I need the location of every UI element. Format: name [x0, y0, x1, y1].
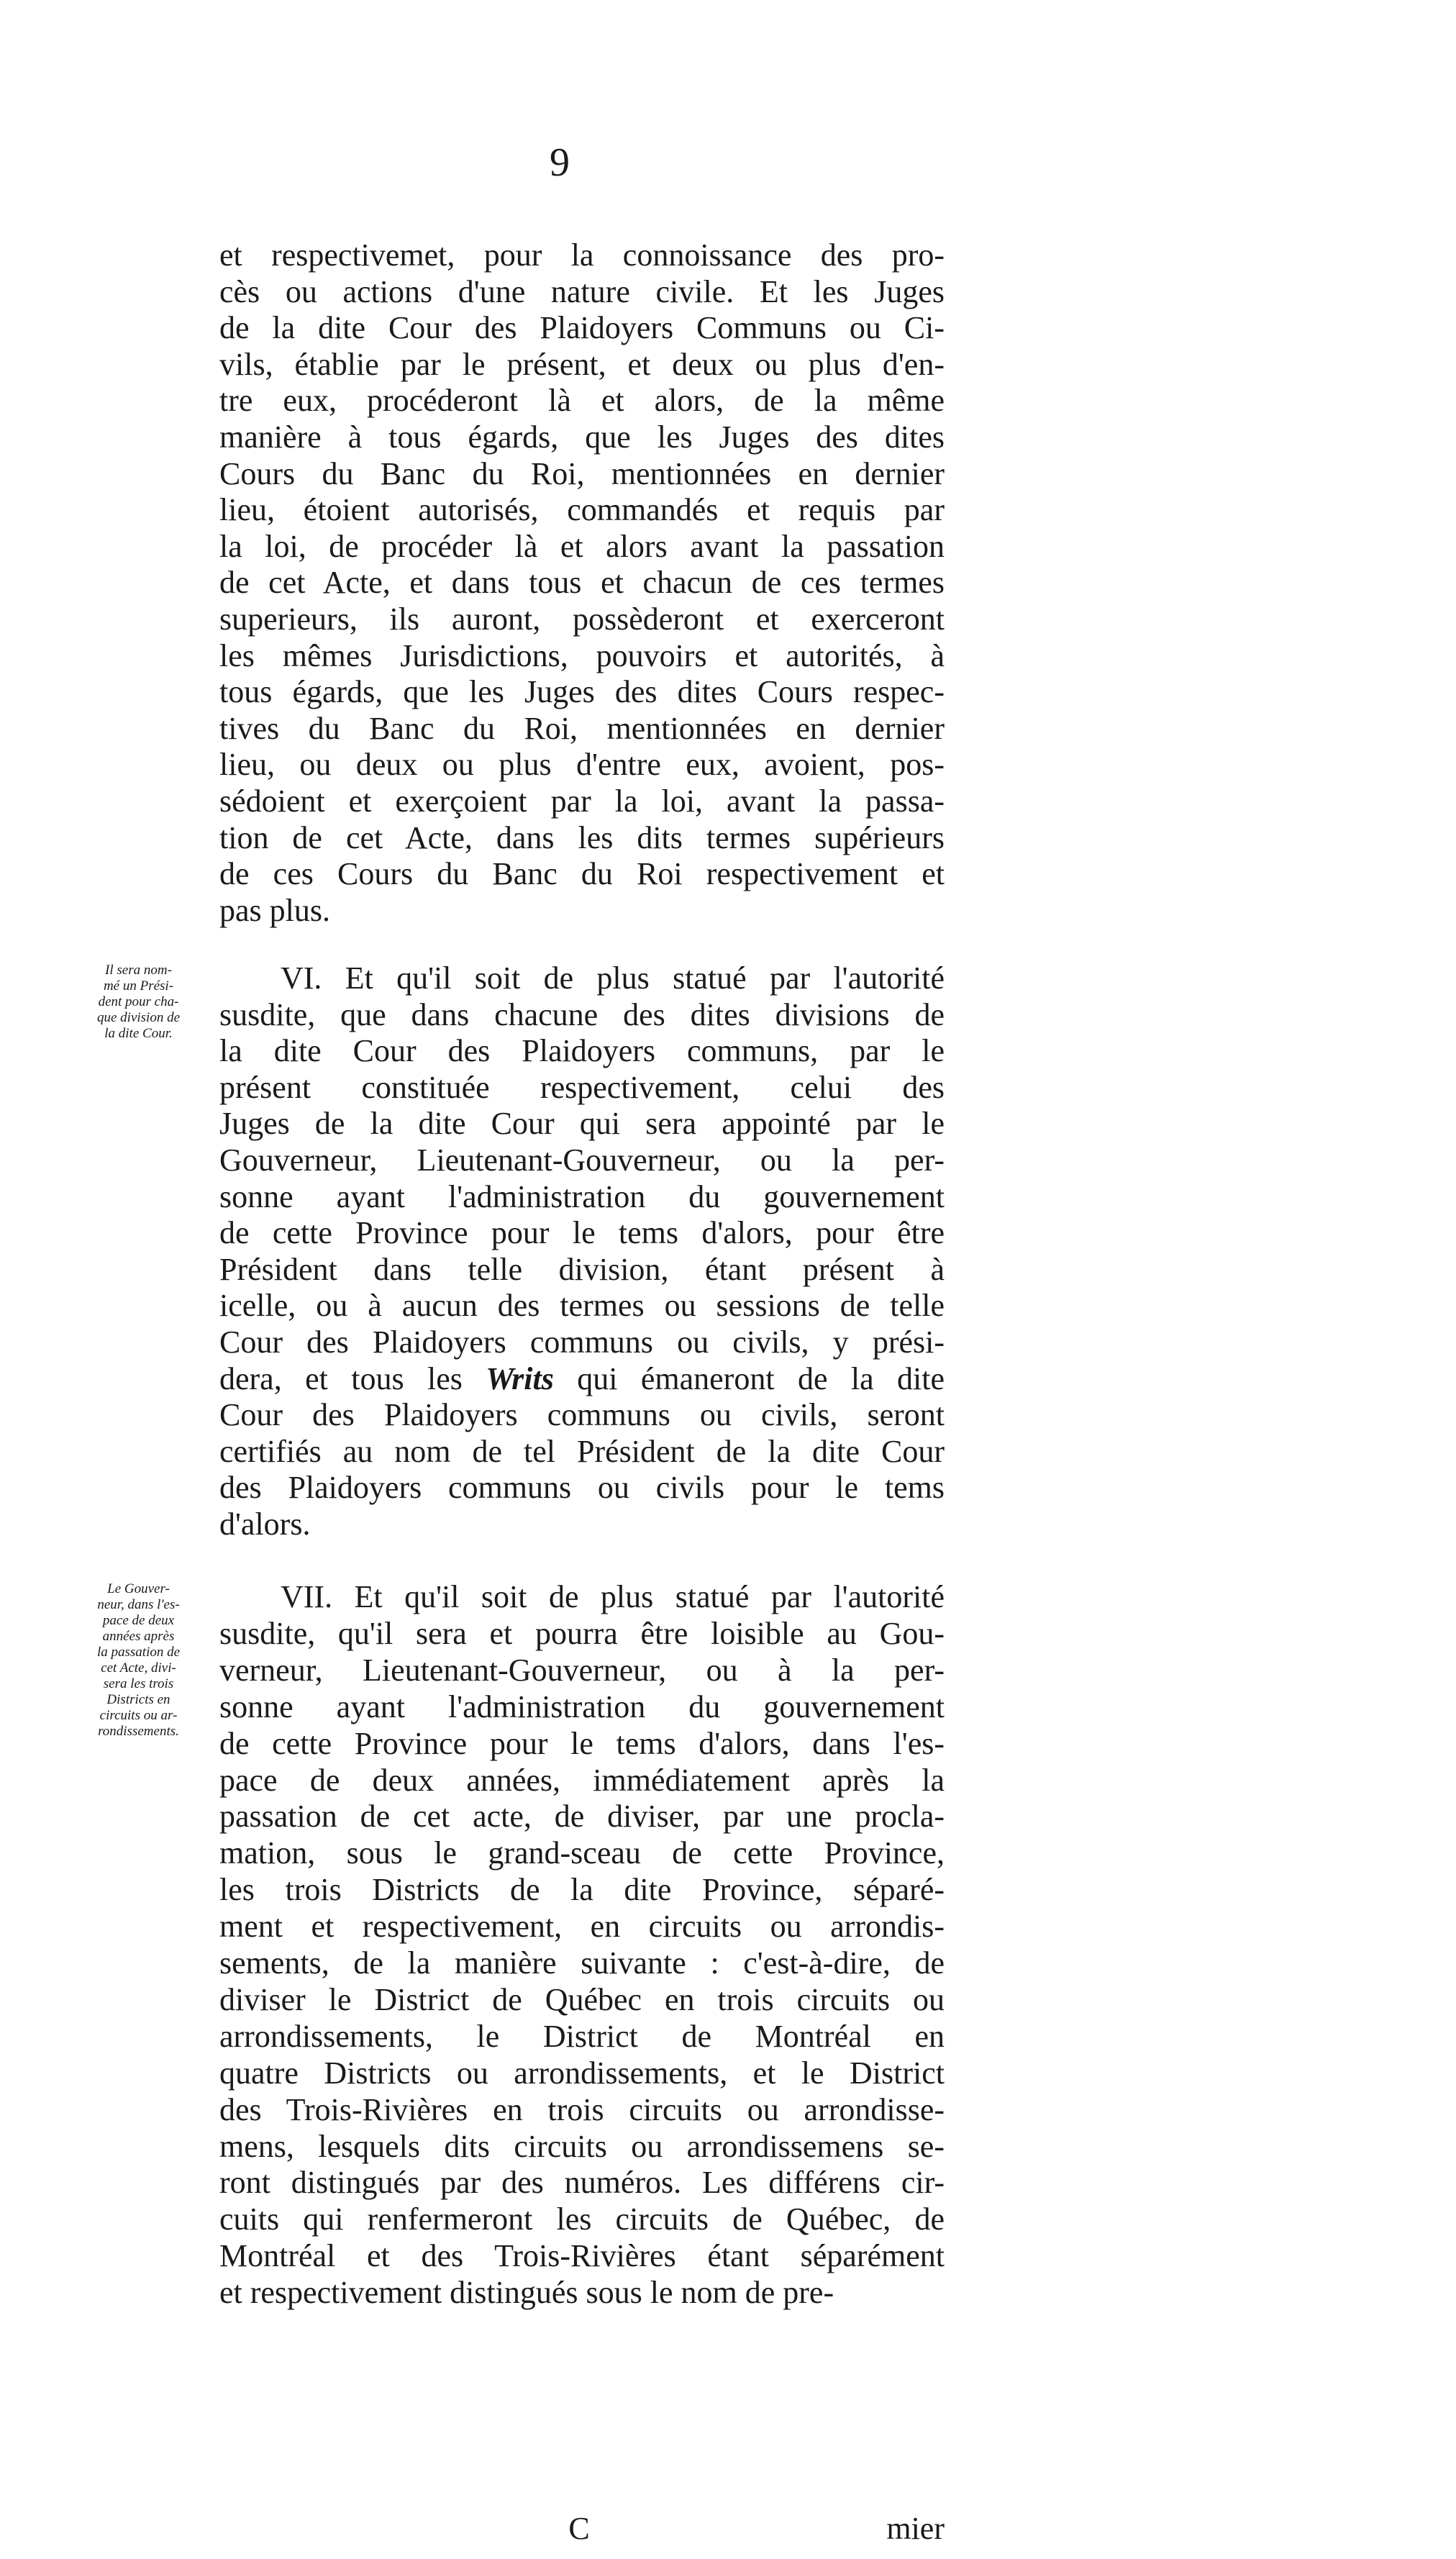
text-line: d'alors.	[219, 1506, 311, 1542]
text-line: passation de cet acte, de diviser, par une procla-	[219, 1799, 945, 1835]
writs-emphasis: Writs	[486, 1360, 554, 1396]
text-line: vils, établie par le présent, et deux ou plus d'en-	[219, 346, 945, 382]
text-line: les mêmes Jurisdictions, pouvoirs et autorités, à	[219, 637, 945, 673]
text-line: diviser le District de Québec en trois circuits ou	[219, 1981, 945, 2017]
margin-note-line: Districts en	[106, 1692, 170, 1707]
text-line: quatre Districts ou arrondissements, et le District	[219, 2055, 945, 2091]
margin-note-line: pace de deux	[102, 1613, 175, 1628]
margin-note-line: que division de	[96, 1010, 181, 1025]
margin-note-line: Le Gouver-	[107, 1581, 170, 1596]
text-line: arrondissements, le District de Montréal en	[219, 2018, 945, 2054]
text-line: de la dite Cour des Plaidoyers Communs ou Ci-	[219, 310, 945, 346]
text-line: tre eux, procéderont là et alors, de la même	[219, 383, 945, 419]
text-line: ment et respectivement, en circuits ou arrondis-	[219, 1909, 945, 1945]
text-line: sonne ayant l'administration du gouvernement	[219, 1688, 945, 1724]
margin-note-section-vii	[65, 1581, 212, 1740]
text-line: de ces Cours du Banc du Roi respectivement et	[219, 856, 945, 892]
text-line: sonne ayant l'administration du gouvernement	[219, 1178, 945, 1214]
text-line: tion de cet Acte, dans les dits termes supérieurs	[219, 819, 945, 855]
text-line: verneur, Lieutenant-Gouverneur, ou à la per-	[219, 1652, 945, 1688]
catchword: mier	[886, 2511, 945, 2546]
text-line: certifiés au nom de tel Président de la dite Cour	[219, 1433, 945, 1469]
text-line: cuits qui renfermeront les circuits de Québec, de	[219, 2201, 945, 2237]
text-line: dera, et tous les Writs qui émaneront de la dite	[219, 1360, 945, 1396]
text-line: sements, de la manière suivante : c'est-à-dire, de	[219, 1945, 945, 1981]
text-line: Gouverneur, Lieutenant-Gouverneur, ou la per-	[219, 1142, 945, 1178]
text-line: icelle, ou à aucun des termes ou sessions de telle	[219, 1288, 945, 1324]
text-line: superieurs, ils auront, possèderont et exerceront	[219, 601, 945, 637]
text-line: pas plus.	[219, 892, 330, 928]
page-number: 9	[550, 140, 570, 185]
text-line: des Trois-Rivières en trois circuits ou arrondisse-	[219, 2091, 945, 2127]
text-line: de cet Acte, et dans tous et chacun de ces termes	[219, 565, 945, 601]
text-line: lieu, étoient autorisés, commandés et requis par	[219, 492, 945, 528]
text-line: lieu, ou deux ou plus d'entre eux, avoient, pos-	[219, 747, 945, 783]
text-line: tives du Banc du Roi, mentionnées en dernier	[219, 710, 945, 746]
text-line: Montréal et des Trois-Rivières étant séparément	[219, 2238, 945, 2274]
text-line: tous égards, que les Juges des dites Cours respec-	[219, 674, 945, 710]
margin-note-line: cet Acte, divi-	[101, 1660, 176, 1676]
margin-note-line: neur, dans l'es-	[97, 1597, 180, 1612]
text-line: mens, lesquels dits circuits ou arrondissemens se-	[219, 2128, 945, 2164]
margin-note-line: la dite Cour.	[104, 1026, 173, 1041]
text-line: de cette Province pour le tems d'alors, pour être	[219, 1215, 945, 1251]
margin-note-line: la passation de	[96, 1645, 181, 1660]
text-line: ront distingués par des numéros. Les différens cir-	[219, 2165, 945, 2201]
text-line: manière à tous égards, que les Juges des dites	[219, 419, 945, 455]
text-line: et respectivemet, pour la connoissance des pro-	[219, 237, 945, 273]
text-line: de cette Province pour le tems d'alors, dans l'es-	[219, 1725, 945, 1761]
text-line: mation, sous le grand-sceau de cette Province,	[219, 1835, 945, 1871]
text-line: Juges de la dite Cour qui sera appointé par le	[219, 1106, 945, 1142]
text-line: la dite Cour des Plaidoyers communs, par le	[219, 1033, 945, 1069]
text-line: Cours du Banc du Roi, mentionnées en dernier	[219, 455, 945, 491]
text-line: des Plaidoyers communs ou civils pour le tems	[219, 1470, 945, 1506]
margin-note-line: années après	[102, 1629, 175, 1644]
text-line: Président dans telle division, étant présent à	[219, 1251, 945, 1287]
text-line: susdite, qu'il sera et pourra être loisible au Gou-	[219, 1615, 945, 1651]
margin-note-line: circuits ou ar-	[99, 1708, 178, 1723]
text-line: la loi, de procéder là et alors avant la passation	[219, 528, 945, 564]
text-line: Cour des Plaidoyers communs ou civils, seront	[219, 1397, 945, 1433]
margin-note-line: mé un Prési-	[103, 978, 174, 994]
margin-note-line: dent pour cha-	[98, 994, 179, 1009]
text-line: présent constituée respectivement, celui des	[219, 1069, 945, 1105]
text-line: Cour des Plaidoyers communs ou civils, y prési-	[219, 1324, 945, 1360]
text-line: cès ou actions d'une nature civile. Et les Juges	[219, 273, 945, 309]
signature-mark: C	[568, 2511, 590, 2546]
margin-note-line: sera les trois	[103, 1676, 174, 1691]
text-line: VII. Et qu'il soit de plus statué par l'autorité	[281, 1579, 945, 1614]
text-line: pace de deux années, immédiatement après la	[219, 1762, 945, 1798]
text-line: sédoient et exerçoient par la loi, avant la passa-	[219, 783, 945, 819]
margin-note-line: rondissements.	[98, 1724, 179, 1739]
text-line: les trois Districts de la dite Province, séparé-	[219, 1872, 945, 1908]
text-line: et respectivement distingués sous le nom de pre-	[219, 2275, 834, 2311]
margin-note-section-vi	[65, 963, 212, 1042]
text-line: susdite, que dans chacune des dites divisions de	[219, 996, 945, 1032]
text-line: VI. Et qu'il soit de plus statué par l'autorité	[281, 960, 945, 996]
margin-note-line: Il sera nom-	[105, 963, 172, 978]
